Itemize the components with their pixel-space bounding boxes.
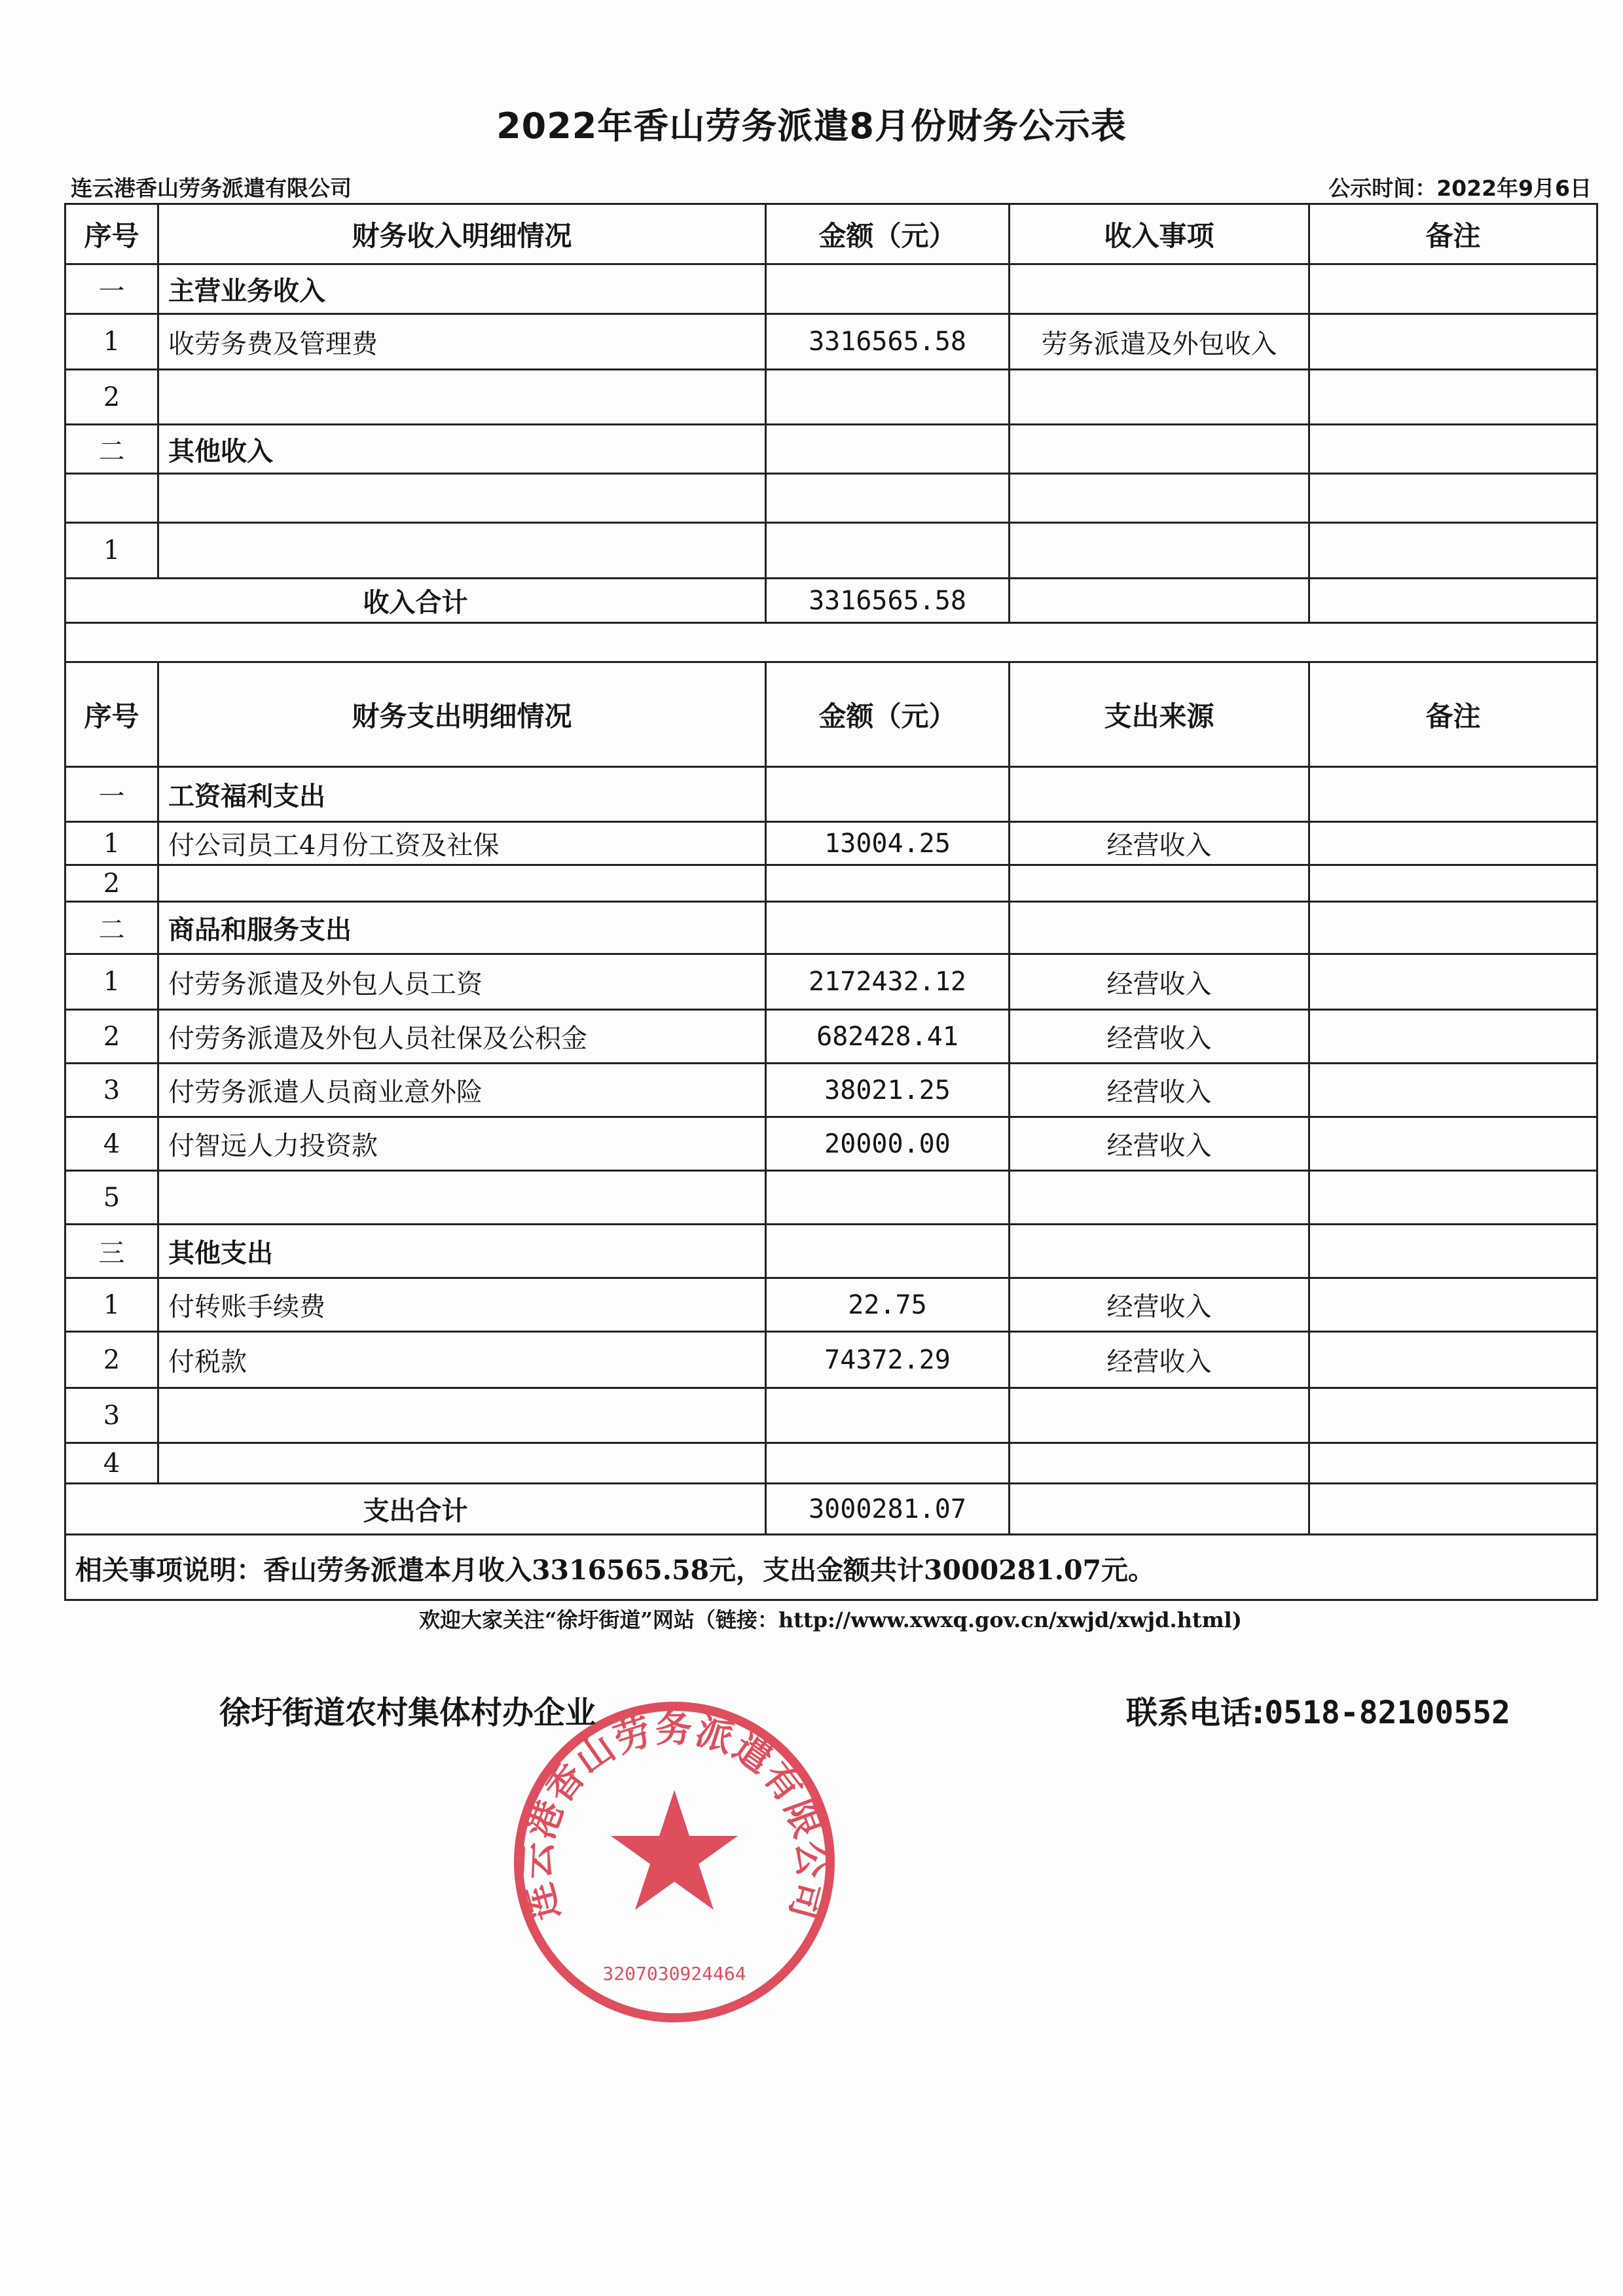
expense-header-no: 序号 bbox=[65, 662, 158, 767]
row-amount: 38021.25 bbox=[766, 1064, 1010, 1117]
row-note bbox=[1309, 954, 1597, 1010]
notes-text: 相关事项说明：香山劳务派遣本月收入3316565.58元，支出金额共计3000281.07元。 bbox=[65, 1535, 1597, 1600]
row-amount bbox=[766, 1443, 1010, 1484]
row-note bbox=[1309, 1443, 1597, 1484]
row-no: 二 bbox=[65, 902, 158, 954]
row-amount bbox=[766, 902, 1010, 954]
expense-total-source bbox=[1010, 1484, 1309, 1535]
table-row bbox=[65, 1117, 1597, 1171]
table-row bbox=[65, 1171, 1597, 1225]
row-note bbox=[1309, 264, 1597, 314]
row-source: 经营收入 bbox=[1010, 822, 1309, 865]
income-total-amount: 3316565.58 bbox=[766, 579, 1010, 623]
row-amount bbox=[766, 767, 1010, 822]
row-source: 经营收入 bbox=[1010, 1332, 1309, 1388]
income-total-note bbox=[1309, 579, 1597, 623]
income-total-label: 收入合计 bbox=[65, 579, 766, 623]
row-amount bbox=[766, 1225, 1010, 1278]
row-desc: 其他支出 bbox=[158, 1225, 766, 1278]
table-row bbox=[65, 954, 1597, 1010]
row-no: 2 bbox=[65, 1010, 158, 1064]
table-row bbox=[65, 822, 1597, 865]
row-no: 1 bbox=[65, 1278, 158, 1332]
row-desc bbox=[158, 1388, 766, 1443]
row-note bbox=[1309, 1225, 1597, 1278]
row-no bbox=[65, 474, 158, 523]
row-no: 3 bbox=[65, 1064, 158, 1117]
row-desc bbox=[158, 523, 766, 579]
row-desc bbox=[158, 474, 766, 523]
row-no: 1 bbox=[65, 822, 158, 865]
row-item bbox=[1010, 474, 1309, 523]
row-note bbox=[1309, 314, 1597, 370]
row-amount: 20000.00 bbox=[766, 1117, 1010, 1171]
table-row bbox=[65, 1010, 1597, 1064]
table-row bbox=[65, 1332, 1597, 1388]
table-row bbox=[65, 314, 1597, 370]
row-desc: 付劳务派遣及外包人员工资 bbox=[158, 954, 766, 1010]
row-note bbox=[1309, 767, 1597, 822]
row-amount: 3316565.58 bbox=[766, 314, 1010, 370]
table-row bbox=[65, 865, 1597, 902]
expense-header-note: 备注 bbox=[1309, 662, 1597, 767]
row-amount bbox=[766, 523, 1010, 579]
income-header-item: 收入事项 bbox=[1010, 204, 1309, 264]
row-no: 一 bbox=[65, 264, 158, 314]
table-row bbox=[65, 902, 1597, 954]
row-amount bbox=[766, 1388, 1010, 1443]
row-no: 2 bbox=[65, 865, 158, 902]
row-source: 经营收入 bbox=[1010, 954, 1309, 1010]
row-no: 1 bbox=[65, 954, 158, 1010]
row-amount bbox=[766, 1171, 1010, 1225]
row-amount bbox=[766, 370, 1010, 425]
row-item bbox=[1010, 370, 1309, 425]
website-link-text: 欢迎大家关注“徐圩街道”网站（链接：http://www.xwxq.gov.cn/xwjd/xwjd.html) bbox=[419, 1607, 1242, 1632]
row-desc bbox=[158, 370, 766, 425]
row-amount: 22.75 bbox=[766, 1278, 1010, 1332]
row-note bbox=[1309, 1278, 1597, 1332]
table-row bbox=[65, 1388, 1597, 1443]
row-desc bbox=[158, 1171, 766, 1225]
row-source bbox=[1010, 1225, 1309, 1278]
row-source bbox=[1010, 865, 1309, 902]
row-item bbox=[1010, 264, 1309, 314]
row-source bbox=[1010, 767, 1309, 822]
table-row bbox=[65, 370, 1597, 425]
row-no: 三 bbox=[65, 1225, 158, 1278]
row-amount bbox=[766, 865, 1010, 902]
publish-date: 公示时间：2022年9月6日 bbox=[1328, 175, 1592, 201]
row-note bbox=[1309, 425, 1597, 474]
row-note bbox=[1309, 1117, 1597, 1171]
row-desc: 付转账手续费 bbox=[158, 1278, 766, 1332]
row-desc: 付智远人力投资款 bbox=[158, 1117, 766, 1171]
row-desc: 付劳务派遣及外包人员社保及公积金 bbox=[158, 1010, 766, 1064]
expense-header-desc: 财务支出明细情况 bbox=[158, 662, 766, 767]
row-source: 经营收入 bbox=[1010, 1278, 1309, 1332]
row-desc: 主营业务收入 bbox=[158, 264, 766, 314]
row-amount bbox=[766, 264, 1010, 314]
page-title: 2022年香山劳务派遣8月份财务公示表 bbox=[496, 105, 1127, 147]
table-row bbox=[65, 425, 1597, 474]
row-no: 4 bbox=[65, 1117, 158, 1171]
expense-total-row bbox=[65, 1484, 1597, 1535]
gap-cell bbox=[65, 623, 1597, 662]
row-note bbox=[1309, 1332, 1597, 1388]
row-item bbox=[1010, 425, 1309, 474]
row-source: 经营收入 bbox=[1010, 1117, 1309, 1171]
table-row bbox=[65, 264, 1597, 314]
income-header-row bbox=[65, 204, 1597, 264]
row-desc: 付劳务派遣人员商业意外险 bbox=[158, 1064, 766, 1117]
row-source: 经营收入 bbox=[1010, 1010, 1309, 1064]
row-desc: 付公司员工4月份工资及社保 bbox=[158, 822, 766, 865]
row-amount: 682428.41 bbox=[766, 1010, 1010, 1064]
row-no: 一 bbox=[65, 767, 158, 822]
income-total-item bbox=[1010, 579, 1309, 623]
row-no: 2 bbox=[65, 370, 158, 425]
row-no: 5 bbox=[65, 1171, 158, 1225]
row-note bbox=[1309, 474, 1597, 523]
section-gap bbox=[65, 623, 1597, 662]
income-header-amount: 金额（元） bbox=[766, 204, 1010, 264]
expense-header-source: 支出来源 bbox=[1010, 662, 1309, 767]
row-note bbox=[1309, 1388, 1597, 1443]
row-note bbox=[1309, 1064, 1597, 1117]
row-source bbox=[1010, 1388, 1309, 1443]
income-header-no: 序号 bbox=[65, 204, 158, 264]
row-desc: 其他收入 bbox=[158, 425, 766, 474]
seal-star-icon bbox=[611, 1790, 738, 1910]
income-header-desc: 财务收入明细情况 bbox=[158, 204, 766, 264]
table-row bbox=[65, 523, 1597, 579]
table-row bbox=[65, 1064, 1597, 1117]
row-source: 经营收入 bbox=[1010, 1064, 1309, 1117]
row-amount: 74372.29 bbox=[766, 1332, 1010, 1388]
row-note bbox=[1309, 370, 1597, 425]
finance-table bbox=[64, 203, 1598, 1601]
seal-code-text: 3207030924464 bbox=[602, 1963, 746, 1984]
village-enterprise-label: 徐圩街道农村集体村办企业 bbox=[219, 1695, 597, 1731]
notes-row bbox=[65, 1535, 1597, 1600]
row-note bbox=[1309, 822, 1597, 865]
expense-total-label: 支出合计 bbox=[65, 1484, 766, 1535]
row-item bbox=[1010, 523, 1309, 579]
row-desc bbox=[158, 1443, 766, 1484]
table-row bbox=[65, 767, 1597, 822]
row-desc: 商品和服务支出 bbox=[158, 902, 766, 954]
row-no: 1 bbox=[65, 314, 158, 370]
row-no: 1 bbox=[65, 523, 158, 579]
row-no: 二 bbox=[65, 425, 158, 474]
table-row bbox=[65, 474, 1597, 523]
row-amount bbox=[766, 474, 1010, 523]
row-desc: 付税款 bbox=[158, 1332, 766, 1388]
seal-company-text: 连云港香山劳务派遣有限公司 bbox=[515, 1708, 833, 1926]
company-seal bbox=[504, 1692, 845, 2032]
phone-label: 联系电话: bbox=[1126, 1695, 1265, 1731]
row-source bbox=[1010, 1443, 1309, 1484]
row-note bbox=[1309, 523, 1597, 579]
row-amount: 13004.25 bbox=[766, 822, 1010, 865]
table-row bbox=[65, 1225, 1597, 1278]
row-desc bbox=[158, 865, 766, 902]
row-amount bbox=[766, 425, 1010, 474]
row-no: 2 bbox=[65, 1332, 158, 1388]
row-no: 3 bbox=[65, 1388, 158, 1443]
contact-phone bbox=[1126, 1687, 1510, 1732]
row-note bbox=[1309, 1171, 1597, 1225]
expense-total-amount: 3000281.07 bbox=[766, 1484, 1010, 1535]
row-no: 4 bbox=[65, 1443, 158, 1484]
row-note bbox=[1309, 865, 1597, 902]
expense-header-amount: 金额（元） bbox=[766, 662, 1010, 767]
row-note bbox=[1309, 1010, 1597, 1064]
expense-header-row bbox=[65, 662, 1597, 767]
expense-total-note bbox=[1309, 1484, 1597, 1535]
row-desc: 收劳务费及管理费 bbox=[158, 314, 766, 370]
income-total-row bbox=[65, 579, 1597, 623]
row-amount: 2172432.12 bbox=[766, 954, 1010, 1010]
company-name: 连云港香山劳务派遣有限公司 bbox=[71, 175, 352, 201]
row-desc: 工资福利支出 bbox=[158, 767, 766, 822]
row-item: 劳务派遣及外包收入 bbox=[1010, 314, 1309, 370]
row-note bbox=[1309, 902, 1597, 954]
income-header-note: 备注 bbox=[1309, 204, 1597, 264]
phone-number: 0518-82100552 bbox=[1264, 1695, 1510, 1731]
table-row bbox=[65, 1278, 1597, 1332]
row-source bbox=[1010, 1171, 1309, 1225]
table-row bbox=[65, 1443, 1597, 1484]
row-source bbox=[1010, 902, 1309, 954]
